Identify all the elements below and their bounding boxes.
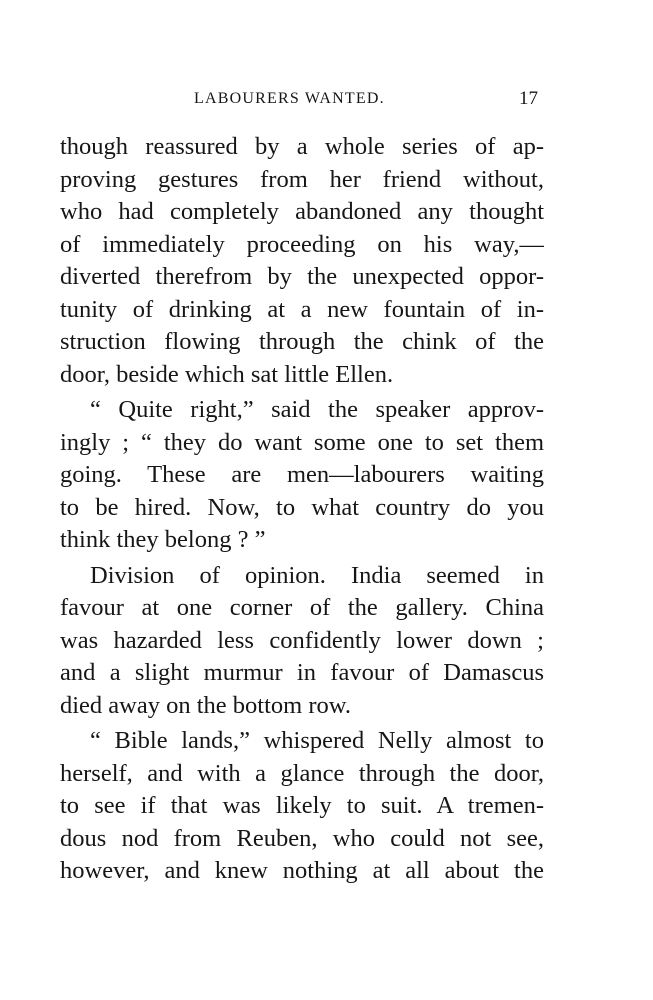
text-line: going. These are men—labourers waiting	[60, 461, 544, 488]
text-line: however, and knew nothing at all about the	[60, 857, 544, 884]
paragraph	[60, 560, 544, 723]
text-line: think they belong ? ”	[60, 526, 266, 553]
paragraph	[60, 131, 544, 391]
text-line: diverted therefrom by the unexpected oppor-	[60, 263, 544, 290]
text-line: dous nod from Reuben, who could not see,	[60, 824, 544, 852]
running-title: LABOURERS WANTED.	[194, 90, 385, 107]
text-line: favour at one corner of the gallery. China	[60, 594, 544, 621]
text-line: died away on the bottom row.	[60, 691, 351, 719]
text-line: and a slight murmur in favour of Damascus	[60, 659, 544, 686]
running-head	[60, 88, 550, 114]
text-line: proving gestures from her friend without,	[60, 165, 544, 193]
text-line: was hazarded less confidently lower down ;	[60, 626, 544, 654]
text-line: “ Quite right,” said the speaker approv-	[90, 396, 544, 423]
text-line: who had completely abandoned any thought	[60, 198, 544, 225]
text-line: herself, and with a glance through the door,	[60, 759, 544, 787]
text-line: to see if that was likely to suit. A tremen-	[60, 792, 544, 819]
text-line: tunity of drinking at a new fountain of in-	[60, 295, 544, 323]
paragraph	[60, 725, 544, 888]
text-line: “ Bible lands,” whispered Nelly almost to	[90, 727, 544, 754]
text-line: of immediately proceeding on his way,—	[60, 230, 544, 258]
text-line: struction flowing through the chink of the	[60, 328, 544, 355]
text-line: ingly ; “ they do want some one to set them	[60, 428, 544, 456]
paragraph	[60, 394, 544, 557]
text-line: though reassured by a whole series of ap-	[60, 133, 544, 160]
text-line: door, beside which sat little Ellen.	[60, 360, 394, 388]
text-line: Division of opinion. India seemed in	[90, 561, 544, 589]
body-text	[60, 131, 544, 888]
text-line: to be hired. Now, to what country do you	[60, 493, 544, 521]
page-number: 17	[519, 88, 538, 109]
